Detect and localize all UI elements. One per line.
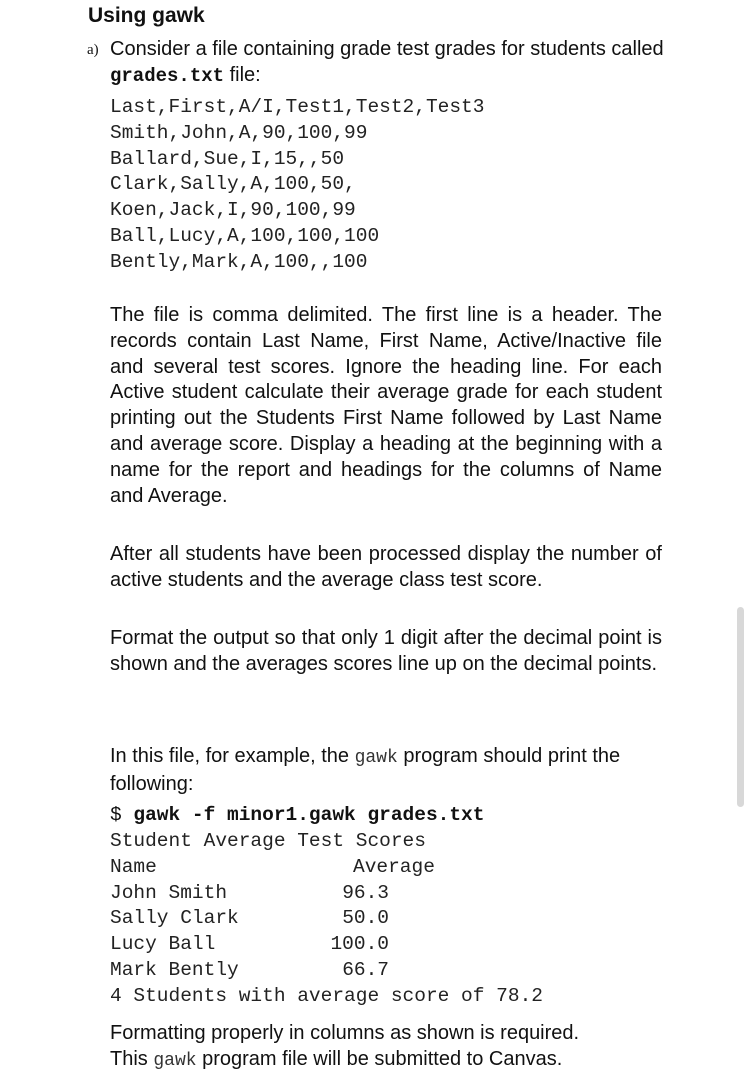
student-average: 96.3 — [342, 881, 389, 904]
student-name: Mark Bently — [110, 958, 239, 981]
closing-text-end: program file will be submitted to Canvas. — [196, 1047, 563, 1070]
output-row — [110, 932, 543, 958]
gawk-inline-code: gawk — [354, 748, 398, 768]
summary-requirement-paragraph: After all students have been processed display the number of active students and the average class test score. — [110, 543, 662, 591]
closing-line-1: Formatting properly in columns as shown is required. — [110, 1022, 580, 1044]
csv-line: Koen,Jack,I,90,100,99 — [110, 199, 356, 222]
csv-line: Last,First,A/I,Test1,Test2,Test3 — [110, 96, 485, 118]
closing-paragraph — [110, 1021, 662, 1075]
student-average: 50.0 — [342, 907, 389, 930]
example-intro-paragraph — [110, 744, 662, 798]
list-item-marker: a) — [87, 42, 99, 58]
vertical-scrollbar[interactable] — [737, 607, 744, 807]
student-name: Sally Clark — [110, 907, 239, 930]
output-row — [110, 906, 543, 932]
csv-line: Ballard,Sue,I,15,,50 — [110, 147, 345, 170]
example-intro-text-end: program should print the following: — [110, 745, 621, 795]
example-intro-text: In this file, for example, the — [110, 745, 355, 767]
csv-line: Smith,John,A,90,100,99 — [110, 121, 368, 144]
format-requirement-paragraph: Format the output so that only 1 digit after the decimal point is shown and the averages scores line up on the decimal points. — [110, 627, 662, 675]
column-heading-average: Average — [353, 855, 435, 878]
student-name: Lucy Ball — [110, 933, 216, 956]
csv-line: Clark,Sally,A,100,50, — [110, 173, 356, 196]
sample-output — [110, 829, 543, 1010]
shell-prompt: $ — [110, 804, 134, 826]
command-line — [110, 803, 484, 829]
section-heading: Using gawk — [88, 4, 205, 27]
output-row — [110, 958, 543, 984]
intro-text: Consider a file containing grade test grades for students called — [110, 38, 664, 60]
closing-text: This — [110, 1047, 154, 1070]
csv-line: Ball,Lucy,A,100,100,100 — [110, 224, 380, 247]
csv-sample — [110, 95, 484, 276]
gawk-inline-code: gawk — [153, 1050, 197, 1071]
output-row — [110, 881, 543, 907]
student-name: John Smith — [110, 881, 228, 904]
output-summary: 4 Students with average score of 78.2 — [110, 984, 543, 1007]
intro-text-end: file: — [224, 64, 261, 86]
column-heading-name: Name — [110, 855, 157, 878]
description-paragraph: The file is comma delimited. The first line is a header. The records contain Last Name, First Name, Active/Inactive file and several test scores. Ignore the heading line. For each Active student calculate their average grade for each student printing out the Students First Name followed by Last Name and average score. Display a heading at the beginning with a name for the report and headings for the columns of Name and Average. — [110, 304, 662, 507]
report-title: Student Average Test Scores — [110, 830, 426, 852]
column-headings — [110, 855, 543, 881]
student-average: 100.0 — [330, 933, 389, 956]
command-text: gawk -f minor1.gawk grades.txt — [133, 804, 485, 826]
student-average: 66.7 — [342, 958, 389, 981]
filename-code: grades.txt — [110, 65, 225, 87]
csv-line: Bently,Mark,A,100,,100 — [110, 250, 368, 273]
intro-paragraph — [110, 36, 665, 89]
